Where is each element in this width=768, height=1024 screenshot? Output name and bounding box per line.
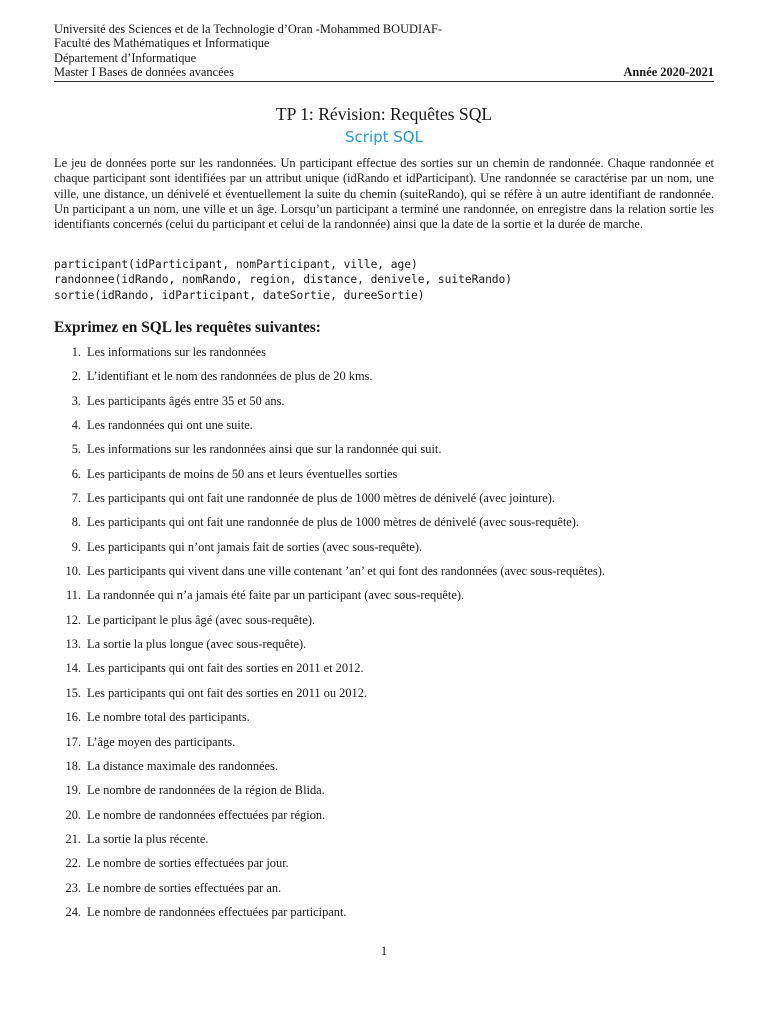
item-number: 19. (65, 783, 81, 798)
item-text: Le nombre de sorties effectuées par jour. (87, 856, 289, 871)
item-number: 14. (65, 661, 81, 676)
item-number: 9. (71, 539, 81, 554)
item-number: 21. (65, 831, 81, 846)
item-number: 11. (65, 588, 81, 603)
item-number: 18. (65, 758, 81, 773)
schema-randonnee: randonnee(idRando, nomRando, region, distance, denivele, suiteRando) (54, 273, 513, 287)
schema-sortie: sortie(idRando, idParticipant, dateSortie, dureeSortie) (54, 288, 425, 302)
list-item (54, 440, 714, 464)
list-item (54, 416, 714, 440)
header-department: Département d’Informatique (54, 50, 197, 65)
header-course: Master I Bases de données avancées (54, 65, 234, 80)
item-text: La sortie la plus longue (avec sous-requête). (87, 637, 307, 652)
intro-paragraph: Le jeu de données porte sur les randonnées. Un participant effectue des sorties sur un chemin de randonnée. Chaque randonnée et chaque participant sont identifiées par un attribut unique (idRando et idParticipant). Une randonnée se caractérise par un nom, une ville, une distance, un dénivelé et éventuellement la suite du chemin (suiteRando), qui se réfère à un autre identifiant de randonnée. Un participant a un nom, une ville et un âge. Lorsqu’un participant a terminé une randonnée, on enregistre dans la relation sortie les identifiants concernés (celui du participant et celui de la randonnée) ainsi que la date de la sortie et la durée de marche. (54, 156, 714, 232)
item-text: Les participants qui n’ont jamais fait de sorties (avec sous-requête). (87, 539, 423, 554)
list-item (54, 489, 714, 513)
item-text: Les participants de moins de 50 ans et leurs éventuelles sorties (87, 466, 398, 481)
list-item (54, 611, 714, 635)
header-divider (54, 81, 714, 82)
list-item (54, 392, 714, 416)
item-text: Les participants qui ont fait une randonnée de plus de 1000 mètres de dénivelé (avec jointure). (87, 491, 555, 506)
item-text: La distance maximale des randonnées. (87, 758, 278, 773)
item-text: Les participants qui vivent dans une ville contenant ’an’ et qui font des randonnées (avec sous-requêtes). (87, 564, 605, 579)
item-number: 16. (65, 710, 81, 725)
item-text: Les participants âgés entre 35 et 50 ans. (87, 393, 285, 408)
item-text: L’identifiant et le nom des randonnées de plus de 20 kms. (87, 369, 373, 384)
item-number: 20. (65, 807, 81, 822)
item-text: Le nombre total des participants. (87, 710, 250, 725)
item-text: Les randonnées qui ont une suite. (87, 418, 253, 433)
item-text: Le nombre de sorties effectuées par an. (87, 880, 282, 895)
list-item (54, 367, 714, 391)
list-item (54, 830, 714, 854)
item-number: 5. (71, 442, 81, 457)
item-number: 2. (71, 369, 81, 384)
list-item (54, 343, 714, 367)
item-number: 1. (71, 345, 81, 359)
item-number: 13. (65, 637, 81, 652)
item-text: Les participants qui ont fait une randonnée de plus de 1000 mètres de dénivelé (avec sous-requête). (87, 515, 580, 530)
list-item (54, 513, 714, 537)
item-number: 8. (71, 515, 81, 530)
item-text: Le nombre de randonnées effectuées par participant. (87, 904, 347, 919)
page-number: 1 (380, 944, 388, 958)
header-course-row (54, 65, 714, 79)
list-item (54, 806, 714, 830)
item-text: L’âge moyen des participants. (87, 734, 236, 749)
item-number: 17. (65, 734, 81, 749)
document-header (54, 22, 714, 80)
list-item (54, 465, 714, 489)
item-number: 22. (65, 856, 81, 871)
list-item (54, 781, 714, 805)
header-year: Année 2020-2021 (623, 65, 714, 80)
item-text: Les participants qui ont fait des sorties en 2011 et 2012. (87, 661, 364, 676)
schema-block (54, 257, 714, 303)
item-number: 15. (65, 685, 81, 700)
section-heading: Exprimez en SQL les requêtes suivantes: (54, 319, 321, 336)
schema-participant: participant(idParticipant, nomParticipant, ville, age) (54, 258, 418, 271)
list-item (54, 757, 714, 781)
item-number: 7. (71, 491, 81, 506)
list-item (54, 659, 714, 683)
header-university: Université des Sciences et de la Technologie d’Oran -Mohammed BOUDIAF- (54, 22, 443, 36)
page-subtitle: Script SQL (345, 128, 423, 146)
item-number: 4. (71, 418, 81, 433)
item-text: Les informations sur les randonnées (87, 345, 266, 359)
question-list (54, 343, 714, 927)
item-number: 10. (65, 564, 81, 579)
list-item (54, 684, 714, 708)
list-item (54, 586, 714, 610)
list-item (54, 562, 714, 586)
item-text: La randonnée qui n’a jamais été faite par un participant (avec sous-requête). (87, 588, 465, 603)
item-number: 3. (71, 393, 81, 408)
item-number: 12. (65, 612, 81, 627)
list-item (54, 538, 714, 562)
page-title: TP 1: Révision: Requêtes SQL (275, 104, 493, 124)
list-item (54, 903, 714, 927)
item-text: Le nombre de randonnées effectuées par région. (87, 807, 326, 822)
list-item (54, 879, 714, 903)
list-item (54, 733, 714, 757)
item-number: 24. (65, 904, 81, 919)
item-text: Le nombre de randonnées de la région de Blida. (87, 783, 325, 798)
item-number: 23. (65, 880, 81, 895)
item-text: Les participants qui ont fait des sorties en 2011 ou 2012. (87, 685, 367, 700)
list-item (54, 854, 714, 878)
item-number: 6. (71, 466, 81, 481)
list-item (54, 635, 714, 659)
header-faculty: Faculté des Mathématiques et Informatique (54, 36, 270, 51)
item-text: Le participant le plus âgé (avec sous-requête). (87, 612, 316, 627)
list-item (54, 708, 714, 732)
item-text: La sortie la plus récente. (87, 831, 209, 846)
item-text: Les informations sur les randonnées ainsi que sur la randonnée qui suit. (87, 442, 442, 457)
